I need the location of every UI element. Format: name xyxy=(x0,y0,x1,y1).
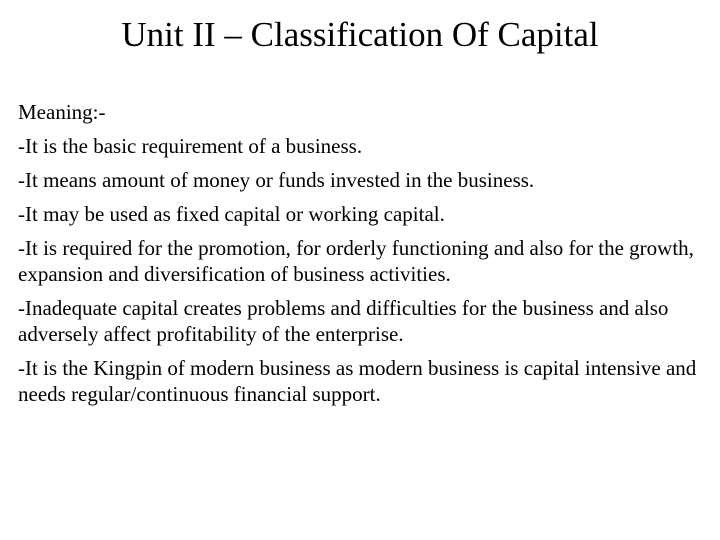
slide-body xyxy=(18,99,698,415)
meaning-heading: Meaning:- xyxy=(18,100,106,124)
point-fixed-or-working: -It may be used as fixed capital or working capital. xyxy=(18,202,445,226)
slide-title: Unit II – Classification Of Capital xyxy=(121,15,599,54)
point-amount-invested: -It means amount of money or funds invested in the business. xyxy=(18,168,535,192)
point-required-for-promotion: -It is required for the promotion, for orderly functioning and also for the growth, expansion and diversification of business activities. xyxy=(18,236,694,286)
point-basic-requirement: -It is the basic requirement of a business. xyxy=(18,134,363,158)
point-kingpin: -It is the Kingpin of modern business as modern business is capital intensive and needs regular/continuous financial support. xyxy=(18,356,697,406)
point-inadequate-capital: -Inadequate capital creates problems and difficulties for the business and also adversely affect profitability of the enterprise. xyxy=(18,296,669,346)
